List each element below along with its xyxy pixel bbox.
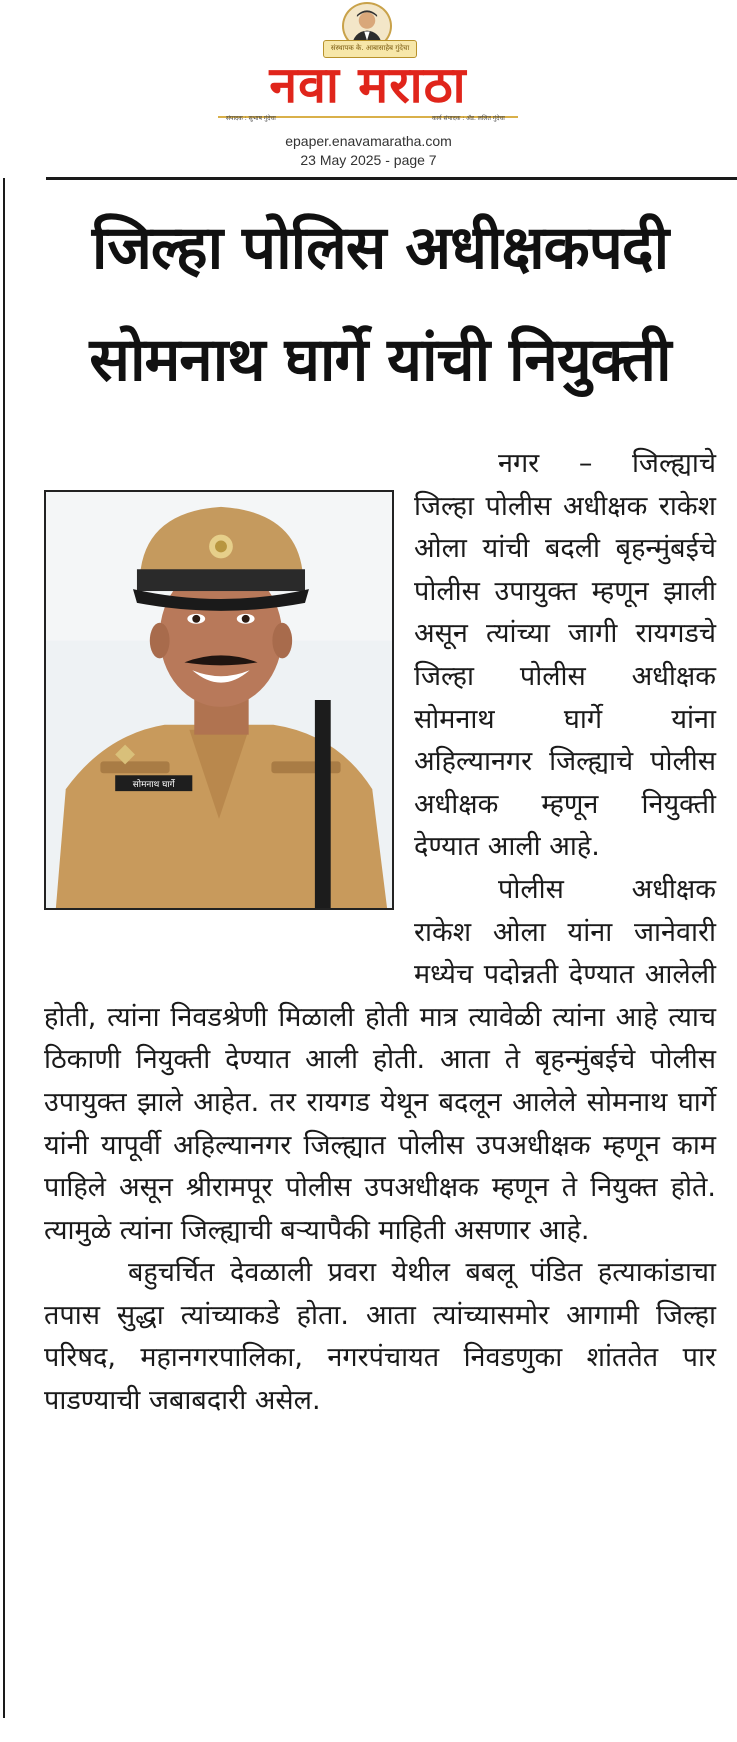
- article-headline: [30, 192, 730, 416]
- headline-line-2: सोमनाथ घार्गे यांची नियुक्ती: [89, 325, 671, 395]
- source-date-page: 23 May 2025 - page 7: [300, 152, 437, 168]
- source-url: epaper.enavamaratha.com: [285, 133, 452, 149]
- photo-wrap-spacer: [44, 485, 414, 955]
- photo-name-badge: सोमनाथ घार्गे: [132, 780, 175, 791]
- newspaper-logo: नवा मराठा: [269, 56, 467, 114]
- column-left-rule: [3, 178, 5, 1718]
- article-body: [44, 443, 716, 1423]
- founder-ribbon: संस्थापक के. आबासाहेब गुंदेचा: [323, 40, 417, 58]
- editor-credit: संपादक : सुभाष गुंदेचा: [226, 115, 276, 122]
- article-paragraph-3: बहुचर्चित देवळाली प्रवरा येथील बबलू पंडित हत्याकांडाचा तपास सुद्धा त्यांच्याकडे होता. आता त्यांच्यासमोर आगामी जिल्हा परिषद, महानगरपालिका, नगरपंचायत निवडणुका शांततेत पार पाडण्याची जबाबदारी असेल.: [44, 1257, 716, 1417]
- column-top-rule: [46, 177, 737, 180]
- executive-editor-credit: कार्य संपादक : ॲड. ललित गुंदेचा: [432, 115, 505, 122]
- masthead: [0, 0, 737, 180]
- headline-line-1: जिल्हा पोलिस अधीक्षकपदी: [91, 213, 669, 283]
- article-paragraph-1: नगर – जिल्ह्याचे जिल्हा पोलीस अधीक्षक राकेश ओला यांची बदली बृहन्मुंबईचे पोलीस उपायुक्त म्हणून झाली असून त्यांच्या जागी रायगडचे जिल्हा पोलीस अधीक्षक सोमनाथ घार्गे यांना अहिल्यानगर जिल्ह्याचे पोलीस अधीक्षक म्हणून नियुक्ती देण्यात आली आहे.: [414, 448, 716, 863]
- article-paragraph-2: पोलीस अधीक्षक राकेश ओला यांना जानेवारी मध्येच पदोन्नती देण्यात आलेली होती, त्यांना निवडश्रेणी मिळाली होती मात्र त्यावेळी त्यांना आहे त्याच ठिकाणी नियुक्ती देण्यात आली होती. आता ते बृहन्मुंबईचे पोलीस उपायुक्त झाले आहेत. तर रायगड येथून बदलून आलेले सोमनाथ घार्गे यांनी यापूर्वी अहिल्यानगर जिल्ह्यात पोलीस उपअधीक्षक म्हणून काम पाहिले असून श्रीरामपूर पोलीस उपअधीक्षक म्हणून ते नियुक्त होते. त्यामुळे त्यांना जिल्ह्याची बऱ्यापैकी माहिती असणार आहे.: [44, 873, 716, 1246]
- paragraph-1-wrapper: [44, 443, 716, 869]
